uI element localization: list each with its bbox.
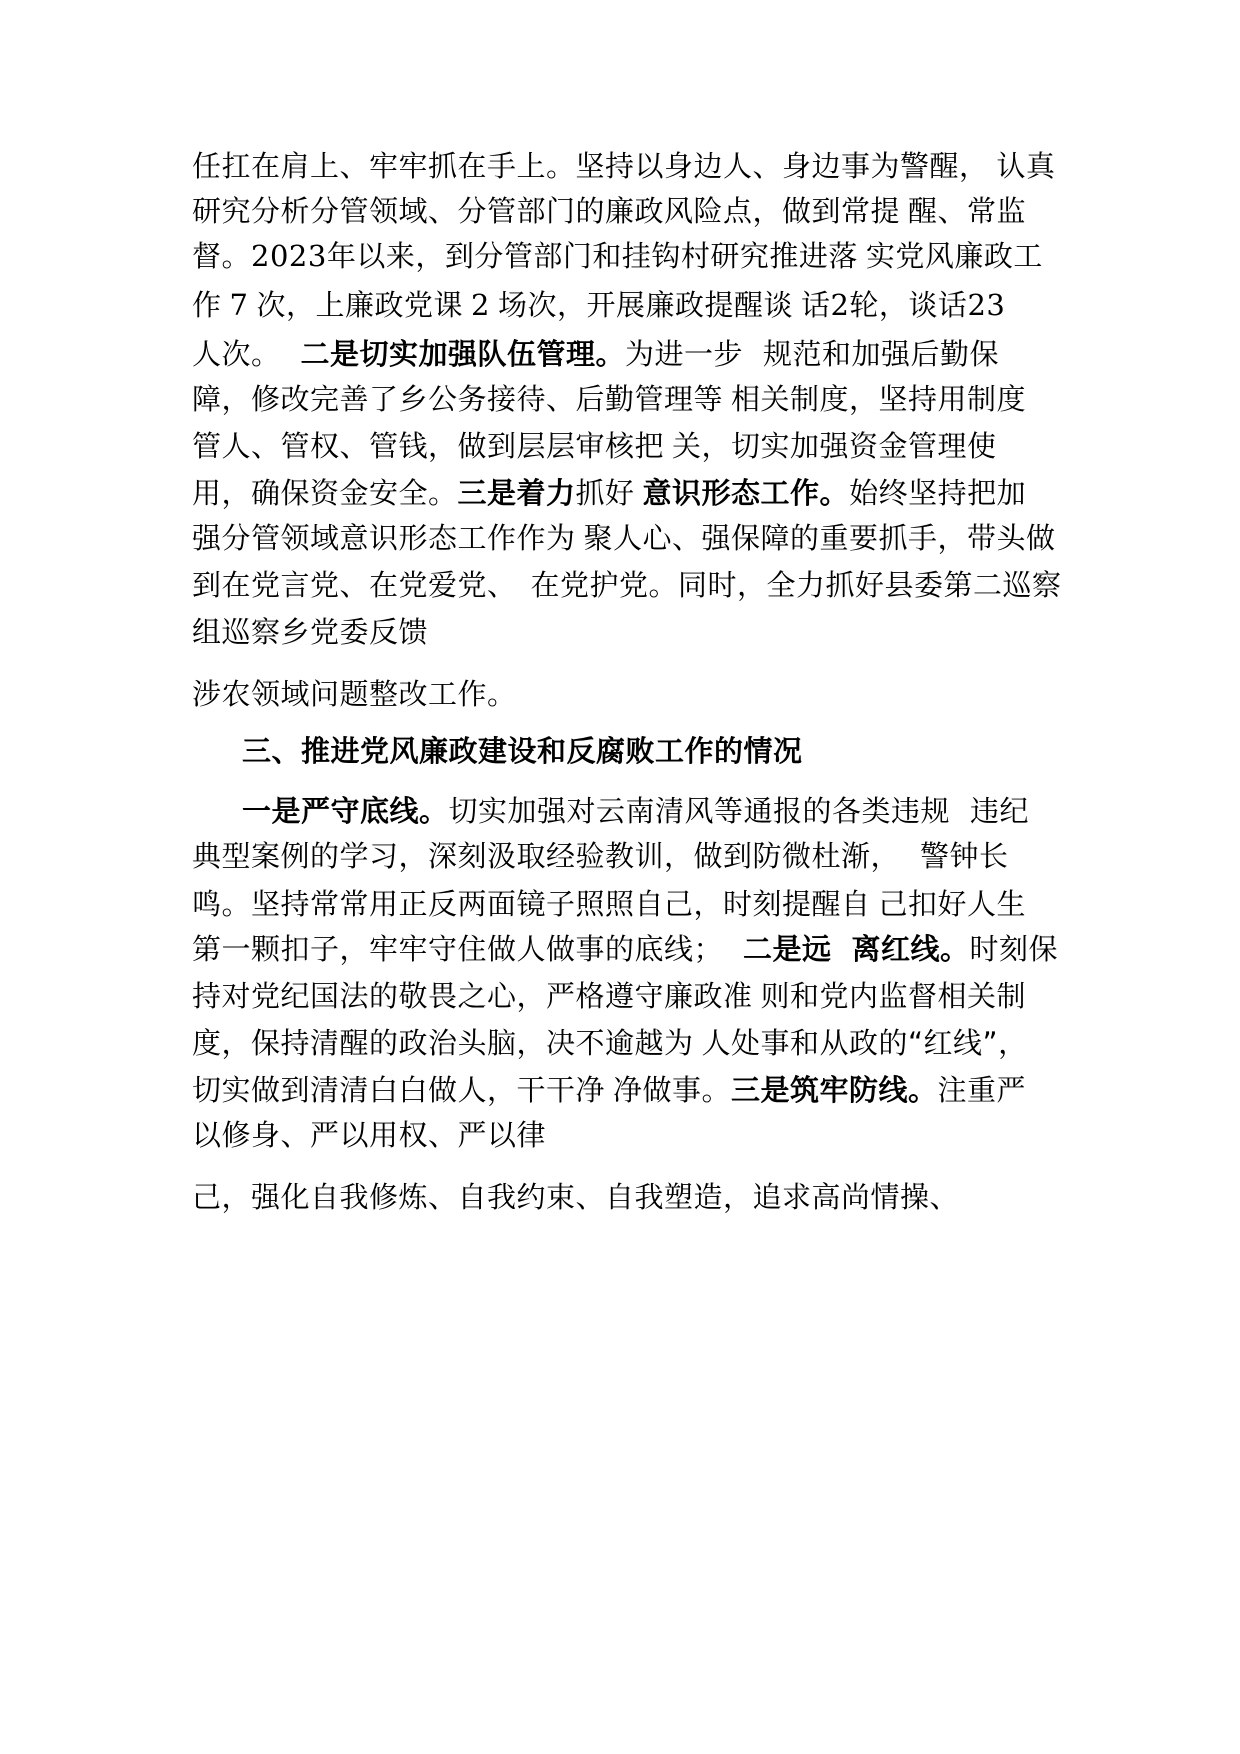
text-line-12: 涉农领域问题整改工作。 [192,677,517,711]
text-line-2: 研究分析分管领域、分管部门的廉政风险点，做到常提 醒、常监 [192,194,1027,228]
text-line-4: 作 7 次，上廉政党课 2 场次，开展廉政提醒谈 话2轮，谈话23 [192,288,1006,322]
text-line-17: 第一颗扣子，牢牢守住做人做事的底线； 二是远 离红线。时刻保 [192,932,1059,966]
text-line-21: 以修身、严以用权、严以律 [192,1118,547,1152]
text-line-1: 任扛在肩上、牢牢抓在手上。坚持以身边人、身边事为警醒， 认真 [192,149,1056,183]
text-line-22: 己，强化自我修炼、自我约束、自我塑造，追求高尚情操、 [192,1180,960,1214]
bold-phrase: 二是切实加强队伍管理。 [300,337,626,371]
text-line-11: 组巡察乡党委反馈 [192,615,429,649]
text-line-9: 强分管领域意识形态工作作为 聚人心、强保障的重要抓手，带头做 [192,521,1056,555]
bold-phrase: 意识形态工作。 [642,476,850,510]
text-line-10: 到在党言党、在党爱党、 在党护党。同时，全力抓好县委第二巡察 [192,568,1062,602]
text-line-5: 人次。 二是切实加强队伍管理。为进一步 规范和加强后勤保 [192,337,1000,371]
section-heading: 三、推进党风廉政建设和反腐败工作的情况 [242,734,803,768]
text-line-15: 典型案例的学习，深刻汲取经验教训，做到防微杜渐， 警钟长 [192,839,1009,873]
bold-phrase: 一是严守底线。 [242,794,449,828]
text-line-19: 度，保持清醒的政治头脑，决不逾越为 人处事和从政的“红线”， [192,1026,1028,1060]
bold-phrase: 三是着力 [457,476,576,510]
text-line-6: 障，修改完善了乡公务接待、后勤管理等 相关制度，坚持用制度 [192,382,1027,416]
bold-phrase: 三是筑牢防线。 [731,1073,938,1107]
text-line-14: 一是严守底线。切实加强对云南清风等通报的各类违规 违纪 [242,794,1030,828]
text-line-8: 用，确保资金安全。三是着力抓好 意识形态工作。始终坚持把加 [192,476,1027,510]
text-line-20: 切实做到清清白白做人，干干净 净做事。三是筑牢防线。注重严 [192,1073,1027,1107]
text-line-16: 鸣。坚持常常用正反两面镜子照照自己，时刻提醒自 己扣好人生 [192,887,1027,921]
text-line-18: 持对党纪国法的敬畏之心，严格遵守廉政准 则和党内监督相关制 [192,979,1027,1013]
text-line-3: 督。2023年以来，到分管部门和挂钩村研究推进落 实党风廉政工 [192,239,1043,273]
bold-phrase: 离红线。 [851,932,970,966]
text-line-7: 管人、管权、管钱，做到层层审核把 关，切实加强资金管理使 [192,429,997,463]
bold-phrase: 二是远 [743,932,832,966]
